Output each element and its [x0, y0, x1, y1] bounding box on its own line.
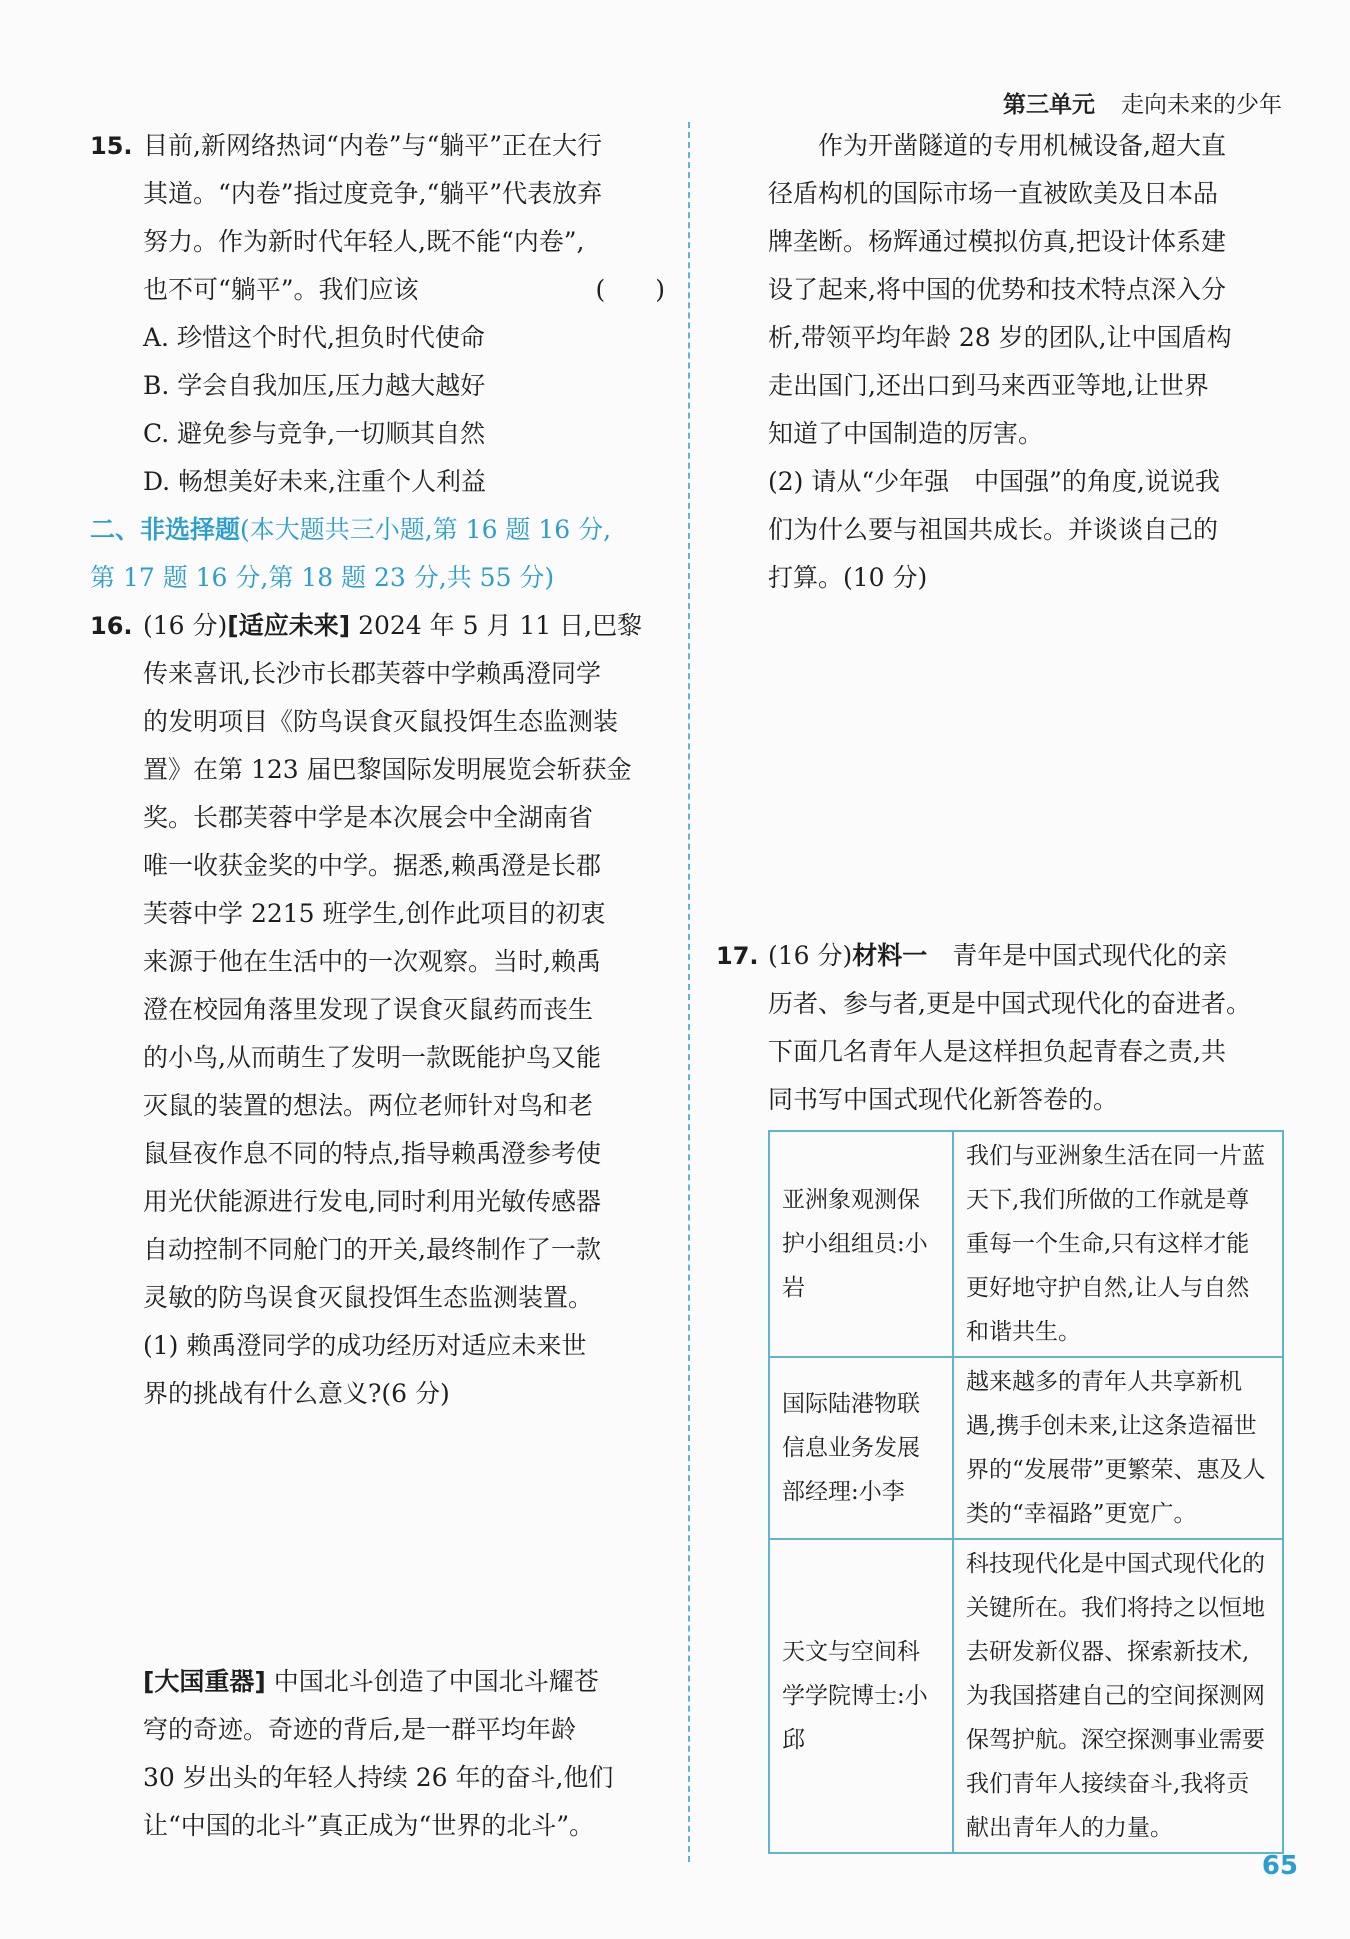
- person-cell: 国际陆港物联信息业务发展部经理:小李: [769, 1357, 953, 1539]
- q16-line: 奖。长郡芙蓉中学是本次展会中全湖南省: [143, 803, 594, 832]
- q16-line: 鼠昼夜作息不同的特点,指导赖禹澄参考使: [143, 1139, 601, 1168]
- q16-sub1: (1) 赖禹澄同学的成功经历对适应未来世: [143, 1331, 587, 1360]
- quote-cell: 越来越多的青年人共享新机遇,携手创未来,让这条造福世界的“发展带”更繁荣、惠及人类的“幸福路”更宽广。: [953, 1357, 1283, 1539]
- q15-number: 15.: [90, 132, 133, 160]
- right-column: [716, 122, 1290, 1124]
- page-number: 65: [1261, 1851, 1298, 1881]
- q17-line: 历者、参与者,更是中国式现代化的奋进者。: [768, 989, 1251, 1018]
- q15-line: 其道。“内卷”指过度竞争,“躺平”代表放弃: [143, 179, 603, 208]
- q16-sub1: 界的挑战有什么意义?(6 分): [143, 1379, 450, 1408]
- q16-line: 用光伏能源进行发电,同时利用光敏传感器: [143, 1187, 601, 1216]
- q16-line: 灵敏的防鸟误食灭鼠投饵生态监测装置。: [143, 1283, 594, 1312]
- q15-line: 努力。作为新时代年轻人,既不能“内卷”,: [143, 227, 585, 256]
- q16-material2-line: [90, 1658, 665, 1706]
- q16-continued-line: 牌垄断。杨辉通过模拟仿真,把设计体系建: [768, 227, 1226, 256]
- unit-title: 走向未来的少年: [1121, 92, 1282, 118]
- q17-text: 青年是中国式现代化的亲: [927, 941, 1228, 970]
- q16-continued-line: 知道了中国制造的厉害。: [768, 419, 1044, 448]
- q15-option-d: D. 畅想美好未来,注重个人利益: [143, 467, 486, 496]
- q16-tag: [适应未来]: [227, 611, 351, 640]
- q16-number: 16.: [90, 612, 133, 640]
- q16-line: 自动控制不同舱门的开关,最终制作了一款: [143, 1235, 601, 1264]
- q17-material-label: 材料一: [852, 941, 928, 970]
- answer-space: [716, 602, 1290, 932]
- person-cell: 天文与空间科学学院博士:小邱: [769, 1539, 953, 1853]
- q16-material2-line: 让“中国的北斗”真正成为“世界的北斗”。: [143, 1811, 595, 1840]
- q16-line: 来源于他在生活中的一次观察。当时,赖禹: [143, 947, 601, 976]
- q15-line: [90, 266, 665, 314]
- section-title: 二、非选择题: [90, 515, 241, 544]
- q16-sub2: (2) 请从“少年强 中国强”的角度,说说我: [768, 467, 1220, 496]
- q15-text: 目前,新网络热词“内卷”与“躺平”正在大行: [143, 131, 603, 160]
- q16-line: 芙蓉中学 2215 班学生,创作此项目的初衷: [143, 899, 606, 928]
- q17-line: 同书写中国式现代化新答卷的。: [768, 1085, 1119, 1114]
- q15-option-b: B. 学会自我加压,压力越大越好: [143, 371, 486, 400]
- q15-option-c: C. 避免参与竞争,一切顺其自然: [143, 419, 486, 448]
- table-row: [769, 1357, 1283, 1539]
- quote-cell: 我们与亚洲象生活在同一片蓝天下,我们所做的工作就是尊重每一个生命,只有这样才能更好地守护自然,让人与自然和谐共生。: [953, 1131, 1283, 1357]
- answer-space: [90, 1418, 665, 1658]
- q15-text: 也不可“躺平”。我们应该: [143, 275, 419, 304]
- q16-tag2: [大国重器]: [143, 1667, 266, 1696]
- q16-continued-line: 走出国门,还出口到马来西亚等地,让世界: [768, 371, 1209, 400]
- table-row: [769, 1539, 1283, 1853]
- q16-continued-line: 设了起来,将中国的优势和技术特点深入分: [768, 275, 1226, 304]
- person-cell: 亚洲象观测保护小组组员:小岩: [769, 1131, 953, 1357]
- q16-line: 置》在第 123 届巴黎国际发明展览会斩获金: [143, 755, 632, 784]
- q16-text: 中国北斗创造了中国北斗耀苍: [265, 1667, 599, 1696]
- q17-number: 17.: [716, 942, 759, 970]
- q16-line: 灭鼠的装置的想法。两位老师针对鸟和老: [143, 1091, 594, 1120]
- q16-text: 作为开凿隧道的专用机械设备,超大直: [818, 131, 1226, 160]
- q15-line: [90, 122, 665, 170]
- section-heading: [90, 506, 665, 554]
- q16-sub2: 们为什么要与祖国共成长。并谈谈自己的: [768, 515, 1219, 544]
- q16-continued-line: [716, 122, 1290, 170]
- q16-continued-line: 析,带领平均年龄 28 岁的团队,让中国盾构: [768, 323, 1232, 352]
- youth-table: [768, 1130, 1284, 1854]
- q16-line: 传来喜讯,长沙市长郡芙蓉中学赖禹澄同学: [143, 659, 601, 688]
- page-header: [1003, 86, 1282, 119]
- q16-line: 唯一收获金奖的中学。据悉,赖禹澄是长郡: [143, 851, 601, 880]
- column-divider: [688, 122, 690, 1862]
- unit-label: 第三单元: [1003, 92, 1095, 118]
- q16-material2-line: 穹的奇迹。奇迹的背后,是一群平均年龄: [143, 1715, 576, 1744]
- q16-score: (16 分): [143, 611, 228, 640]
- q16-material2-line: 30 岁出头的年轻人持续 26 年的奋斗,他们: [143, 1763, 614, 1792]
- q17-score: (16 分): [768, 941, 853, 970]
- section-note-line: 第 17 题 16 分,第 18 题 23 分,共 55 分): [90, 563, 555, 592]
- q15-option-a: A. 珍惜这个时代,担负时代使命: [143, 323, 485, 352]
- table-row: [769, 1131, 1283, 1357]
- q16-sub2: 打算。(10 分): [768, 563, 928, 592]
- q16-text: 2024 年 5 月 11 日,巴黎: [350, 611, 643, 640]
- left-column: [90, 122, 665, 1850]
- q16-line: 的小鸟,从而萌生了发明一款既能护鸟又能: [143, 1043, 601, 1072]
- q16-line: 澄在校园角落里发现了误食灭鼠药而丧生: [143, 995, 594, 1024]
- q16-continued-line: 径盾构机的国际市场一直被欧美及日本品: [768, 179, 1219, 208]
- answer-bracket: ( ): [595, 275, 665, 304]
- quote-cell: 科技现代化是中国式现代化的关键所在。我们将持之以恒地去研发新仪器、探索新技术,为我国搭建自己的空间探测网保驾护航。深空探测事业需要我们青年人接续奋斗,我将贡献出青年人的力量。: [953, 1539, 1283, 1853]
- q17-line: 下面几名青年人是这样担负起青春之责,共: [768, 1037, 1226, 1066]
- q17-line: [716, 932, 1290, 980]
- q16-line: 的发明项目《防鸟误食灭鼠投饵生态监测装: [143, 707, 619, 736]
- q16-line: [90, 602, 665, 650]
- section-note: (本大题共三小题,第 16 题 16 分,: [240, 515, 612, 544]
